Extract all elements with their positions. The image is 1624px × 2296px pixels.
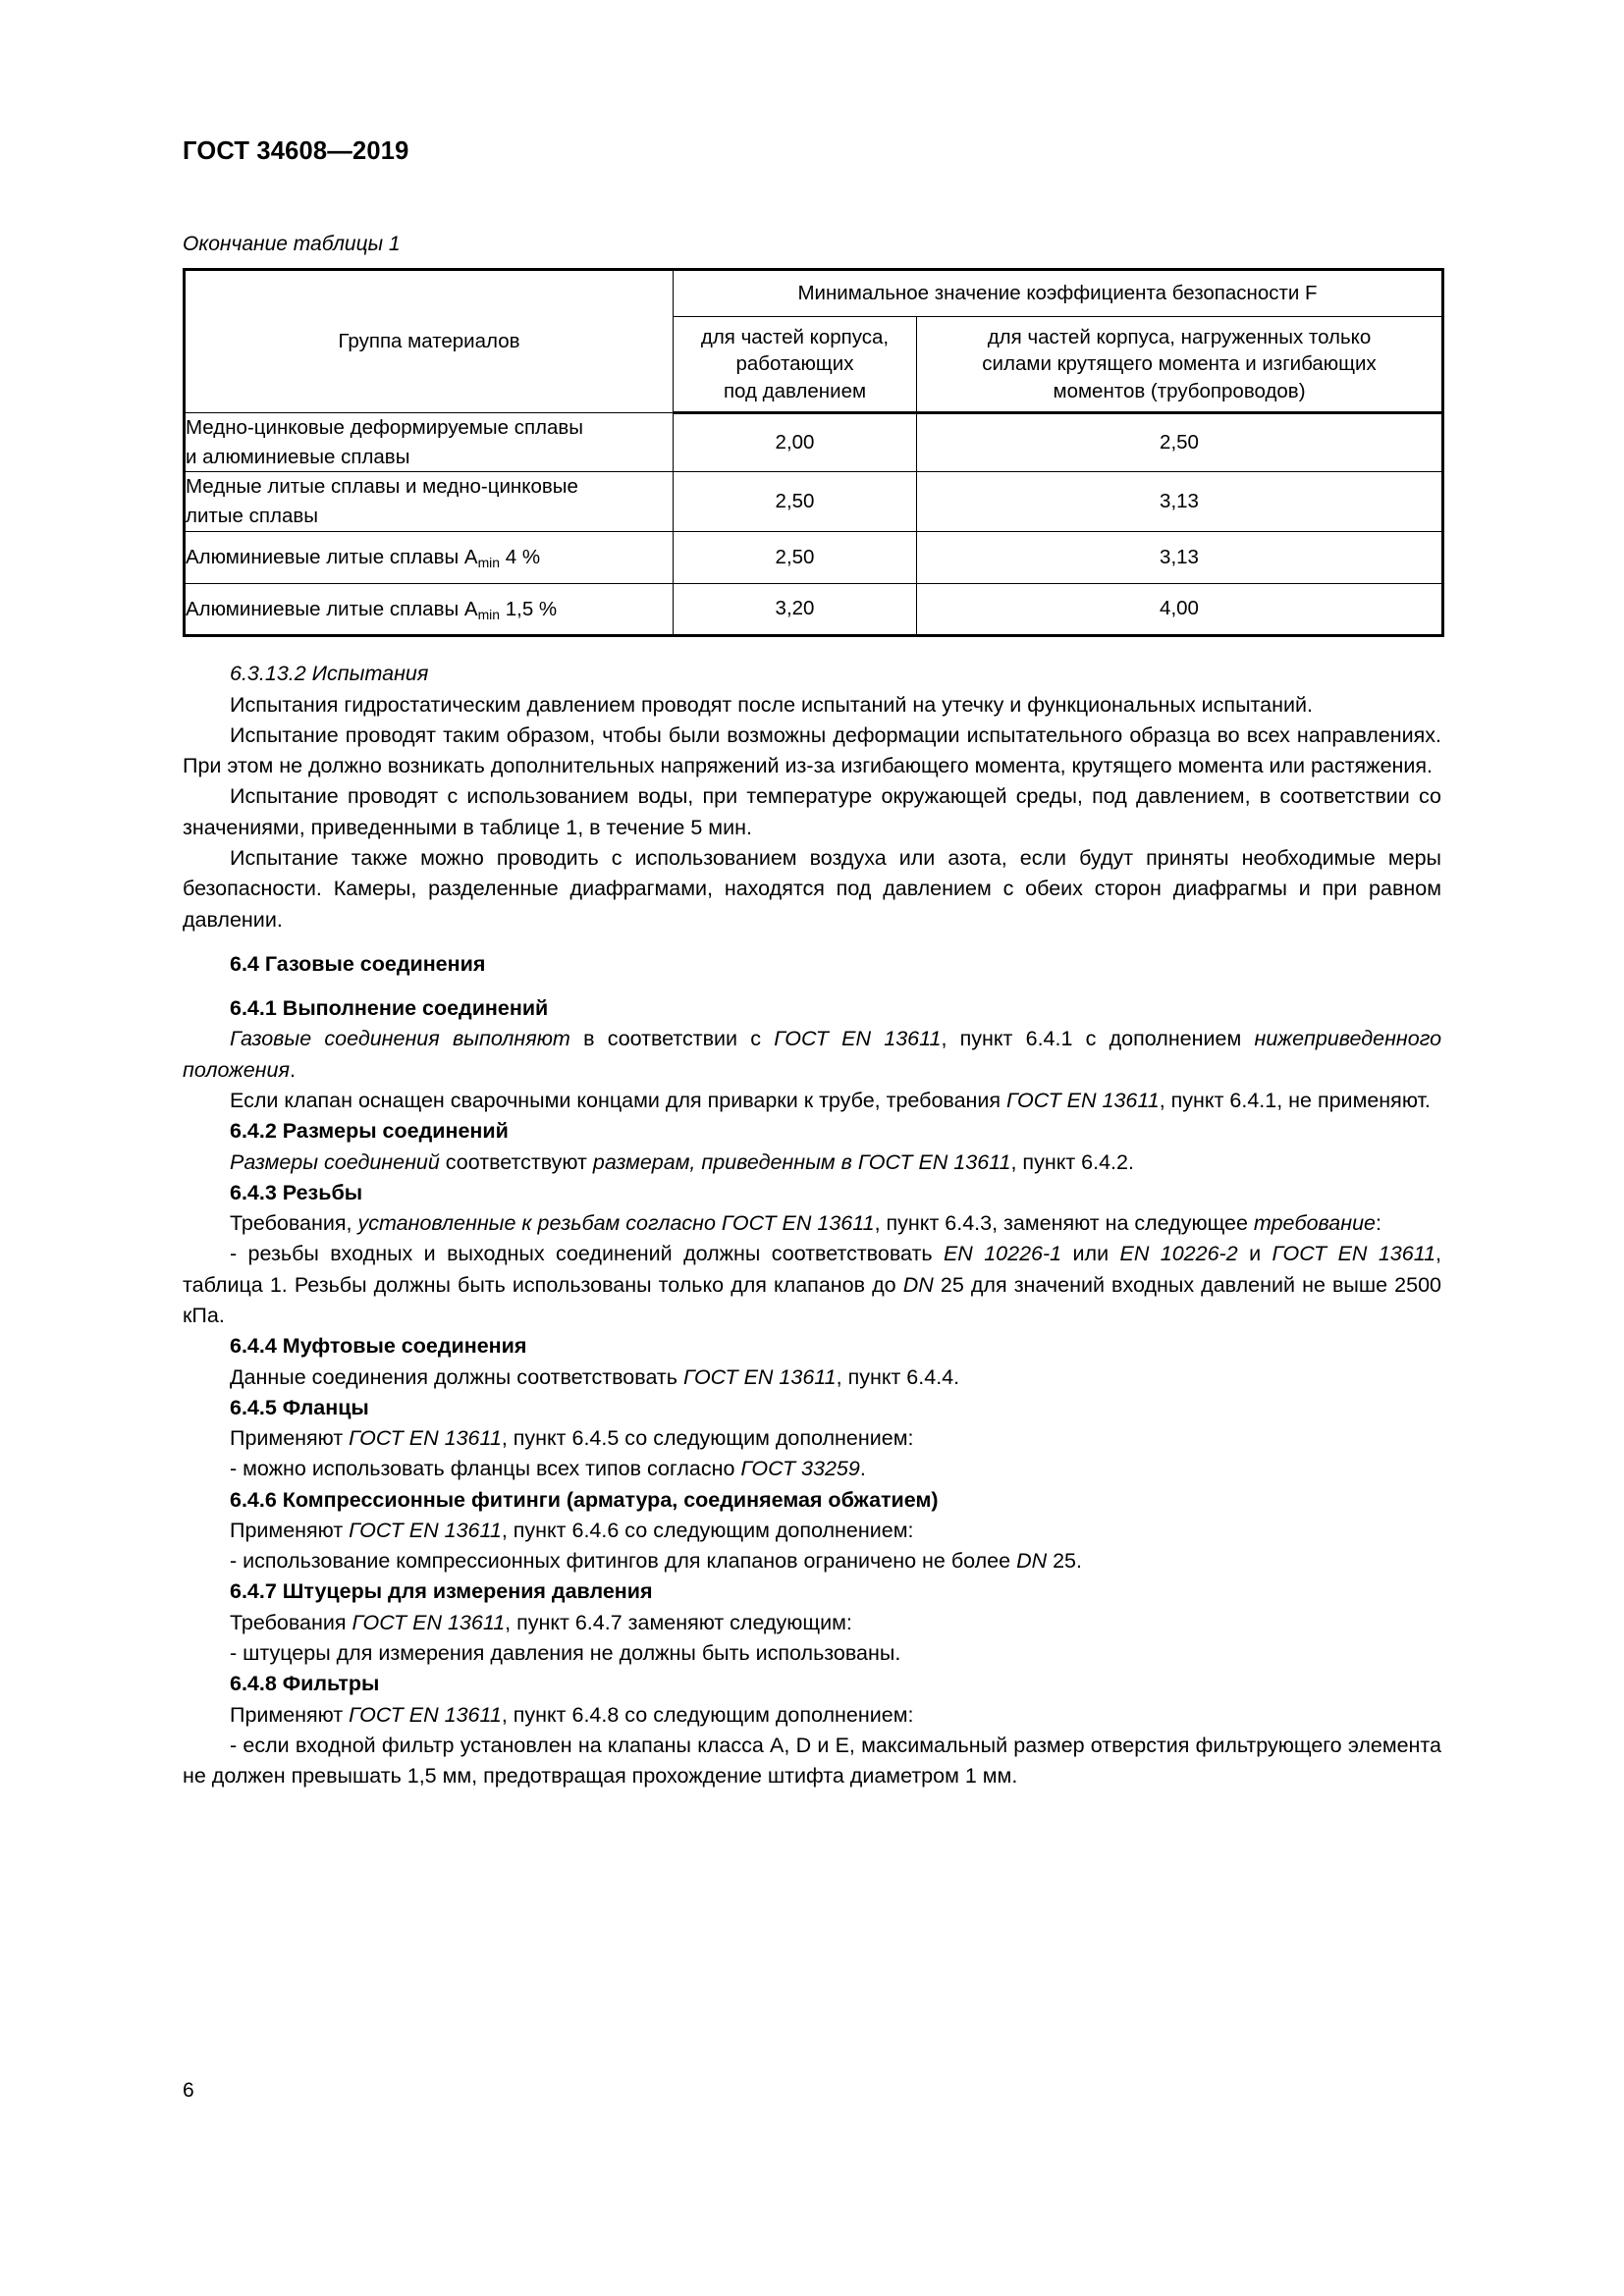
text-span: Применяют [230, 1426, 350, 1451]
header-pressure-line1: для частей корпуса, [700, 326, 890, 349]
row-material-line2: литые сплавы [186, 505, 318, 528]
table-row [185, 531, 1443, 583]
text-span: или [1061, 1242, 1120, 1266]
text-span: : [1376, 1211, 1381, 1236]
body-text [183, 659, 1441, 1791]
row-material-line1: Медные литые сплавы и медно-цинковые [186, 475, 578, 499]
text-span: , пункт 6.4.1 с дополнением [941, 1027, 1255, 1051]
text-span: - можно использовать фланцы всех типов согласно [230, 1457, 741, 1481]
italic-span: EN 10226-2 [1119, 1242, 1238, 1266]
text-span: , таблица 1. Резьбы должны быть использованы только для клапанов до [183, 1242, 1442, 1297]
text-span: , пункт 6.4.7 заменяют следующим: [505, 1610, 852, 1634]
italic-span: требование [1253, 1211, 1377, 1236]
row-value-torque: 3,13 [917, 472, 1443, 531]
header-material-group-label: Группа материалов [338, 330, 520, 353]
paragraph-6-4-8-1 [183, 1700, 1441, 1731]
text-span: 25 для значений входных давлений не выше 2500 кПа. [183, 1272, 1442, 1327]
header-cell-material-group [185, 270, 674, 413]
row-material-cell [185, 583, 674, 636]
row-material-line2: и алюминиевые сплавы [186, 445, 410, 468]
text-span: , пункт 6.4.3, заменяют на следующее [874, 1211, 1254, 1236]
italic-span: нижеприведенного положения [183, 1027, 1442, 1082]
header-cell-torque [917, 317, 1443, 413]
header-torque-line2: силами крутящего момента и изгибающих [982, 352, 1377, 376]
row-value-pressure: 2,50 [674, 531, 917, 583]
row-material-line1: Алюминиевые литые сплавы A [186, 545, 478, 568]
paragraph-6-4-3-2 [183, 1239, 1441, 1331]
header-torque-line3: моментов (трубопроводов) [1053, 379, 1306, 402]
paragraph-6-4-7-1 [183, 1608, 1441, 1638]
italic-span: ГОСТ EN 13611 [349, 1426, 502, 1451]
text-span: Применяют [230, 1702, 350, 1727]
table-row [185, 413, 1443, 472]
row-material-suffix: 4 % [500, 545, 541, 568]
row-value-pressure: 3,20 [674, 583, 917, 636]
text-span: - резьбы входных и выходных соединений должны соответствовать [230, 1242, 944, 1266]
paragraph-6-4-8-2: - если входной фильтр установлен на клапаны класса A, D и E, максимальный размер отверстия фильтрующего элемента не должен превышать 1,5 мм, предотвращая прохождение штифта диаметром 1 мм. [183, 1733, 1441, 1789]
header-pressure-line3: под давлением [723, 379, 867, 402]
row-material-suffix: 1,5 % [500, 597, 558, 620]
paragraph-6-4-5-1 [183, 1423, 1441, 1454]
paragraph-6-4-7-2: - штуцеры для измерения давления не должны быть использованы. [230, 1641, 901, 1666]
italic-span: ГОСТ EN 13611 [1272, 1242, 1436, 1266]
row-value-torque: 4,00 [917, 583, 1443, 636]
heading-6-4-2: 6.4.2 Размеры соединений [230, 1119, 509, 1144]
heading-6-4-6: 6.4.6 Компрессионные фитинги (арматура, соединяемая обжатием) [230, 1487, 939, 1512]
paragraph-6-4-6-2 [183, 1546, 1441, 1576]
row-material-cell [185, 472, 674, 531]
italic-span: ГОСТ EN 13611 [352, 1610, 506, 1634]
text-span: . [859, 1457, 866, 1481]
text-span: Требования, [230, 1211, 358, 1236]
paragraph-6-4-3-1 [183, 1208, 1441, 1239]
text-span: , пункт 6.4.4. [836, 1364, 960, 1389]
table-row [185, 583, 1443, 636]
header-torque-line1: для частей корпуса, нагруженных только [987, 326, 1372, 349]
paragraph-6-3-13-2-1: Испытания гидростатическим давлением проводят после испытаний на утечку и функциональных испытаний. [230, 692, 1313, 717]
paragraph-6-4-5-2 [183, 1454, 1441, 1484]
italic-span: ГОСТ 33259 [740, 1457, 860, 1481]
heading-6-4-8: 6.4.8 Фильтры [230, 1672, 380, 1696]
italic-span: Размеры соединений [230, 1149, 440, 1174]
heading-6-4-1: 6.4.1 Выполнение соединений [230, 996, 549, 1021]
document-header: ГОСТ 34608—2019 [183, 137, 409, 165]
text-span: , пункт 6.4.5 со следующим дополнением: [501, 1426, 914, 1451]
heading-6-4-5: 6.4.5 Фланцы [230, 1395, 369, 1419]
italic-span: ГОСТ EN 13611 [682, 1364, 837, 1389]
heading-6-4-7: 6.4.7 Штуцеры для измерения давления [230, 1579, 653, 1604]
header-cell-pressure [674, 317, 917, 413]
table-header-row-top [185, 270, 1443, 317]
italic-span: размерам, приведенным в ГОСТ EN 13611 [592, 1149, 1011, 1174]
paragraph-6-3-13-2-4: Испытание также можно проводить с использованием воздуха или азота, если будут приняты необходимые меры безопасности. Камеры, разделенные диафрагмами, находятся под давлением с обеих сторон диафрагмы и при равном давлении. [183, 846, 1441, 932]
text-span: , пункт 6.4.8 со следующим дополнением: [501, 1702, 914, 1727]
text-span: 25. [1047, 1549, 1082, 1574]
italic-span: ГОСТ EN 13611 [349, 1702, 502, 1727]
row-material-line1: Алюминиевые литые сплавы A [186, 597, 478, 620]
italic-span: установленные к резьбам согласно ГОСТ EN 13611 [357, 1211, 875, 1236]
italic-span: Газовые соединения выполняют [230, 1027, 570, 1051]
text-span: , пункт 6.4.2. [1010, 1149, 1134, 1174]
text-span: соответствуют [439, 1149, 593, 1174]
row-material-sub: min [477, 554, 501, 570]
italic-span: ГОСТ EN 13611 [1006, 1088, 1160, 1112]
italic-span: ГОСТ EN 13611 [349, 1518, 502, 1542]
paragraph-6-3-13-2-3: Испытание проводят с использованием воды, при температуре окружающей среды, под давлением, в соответствии со значениями, приведенными в таблице 1, в течение 5 мин. [183, 784, 1441, 839]
heading-6-4-4: 6.4.4 Муфтовые соединения [230, 1334, 527, 1359]
text-span: Требования [230, 1610, 352, 1634]
text-span: в соответствии с [569, 1027, 775, 1051]
page-content [183, 0, 1441, 1791]
table-row [185, 472, 1443, 531]
row-material-line1: Медно-цинковые деформируемые сплавы [186, 416, 584, 439]
text-span: - использование компрессионных фитингов для клапанов ограничено не более [230, 1549, 1017, 1574]
header-pressure-line2: работающих [735, 352, 854, 376]
row-value-pressure: 2,00 [674, 413, 917, 472]
paragraph-6-4-6-1 [183, 1516, 1441, 1546]
safety-coefficient-table [183, 268, 1444, 637]
paragraph-6-3-13-2-2: Испытание проводят таким образом, чтобы были возможны деформации испытательного образца во всех направлениях. При этом не должно возникать дополнительных напряжений из-за изгибающего момента, крутящего момента или растяжения. [183, 722, 1441, 778]
italic-span: ГОСТ EN 13611 [774, 1027, 942, 1051]
heading-6-3-13-2: 6.3.13.2 Испытания [230, 662, 429, 686]
paragraph-6-4-1-1 [183, 1024, 1441, 1086]
italic-span: DN [1016, 1549, 1048, 1574]
text-span: , пункт 6.4.1, не применяют. [1159, 1088, 1431, 1112]
row-value-pressure: 2,50 [674, 472, 917, 531]
paragraph-6-4-2-1 [183, 1148, 1441, 1178]
text-span: Применяют [230, 1518, 350, 1542]
text-span: Данные соединения должны соответствовать [230, 1364, 683, 1389]
text-span: . [289, 1057, 296, 1082]
page-number: 6 [183, 2079, 194, 2102]
row-material-cell [185, 413, 674, 472]
row-value-torque: 2,50 [917, 413, 1443, 472]
paragraph-6-4-1-2 [183, 1086, 1441, 1116]
row-material-sub: min [477, 606, 501, 622]
table-caption: Окончание таблицы 1 [183, 233, 401, 255]
header-span-title-label: Минимальное значение коэффициента безопасности F [797, 282, 1318, 305]
row-value-torque: 3,13 [917, 531, 1443, 583]
heading-6-4-3: 6.4.3 Резьбы [230, 1180, 363, 1204]
header-cell-span-title [674, 270, 1443, 317]
text-span: , пункт 6.4.6 со следующим дополнением: [501, 1518, 914, 1542]
row-material-cell [185, 531, 674, 583]
italic-span: DN [902, 1272, 934, 1297]
text-span: и [1237, 1242, 1272, 1266]
paragraph-6-4-4-1 [183, 1362, 1441, 1393]
heading-6-4: 6.4 Газовые соединения [230, 951, 486, 976]
italic-span: EN 10226-1 [943, 1242, 1062, 1266]
text-span: Если клапан оснащен сварочными концами для приварки к трубе, требования [230, 1088, 1007, 1112]
